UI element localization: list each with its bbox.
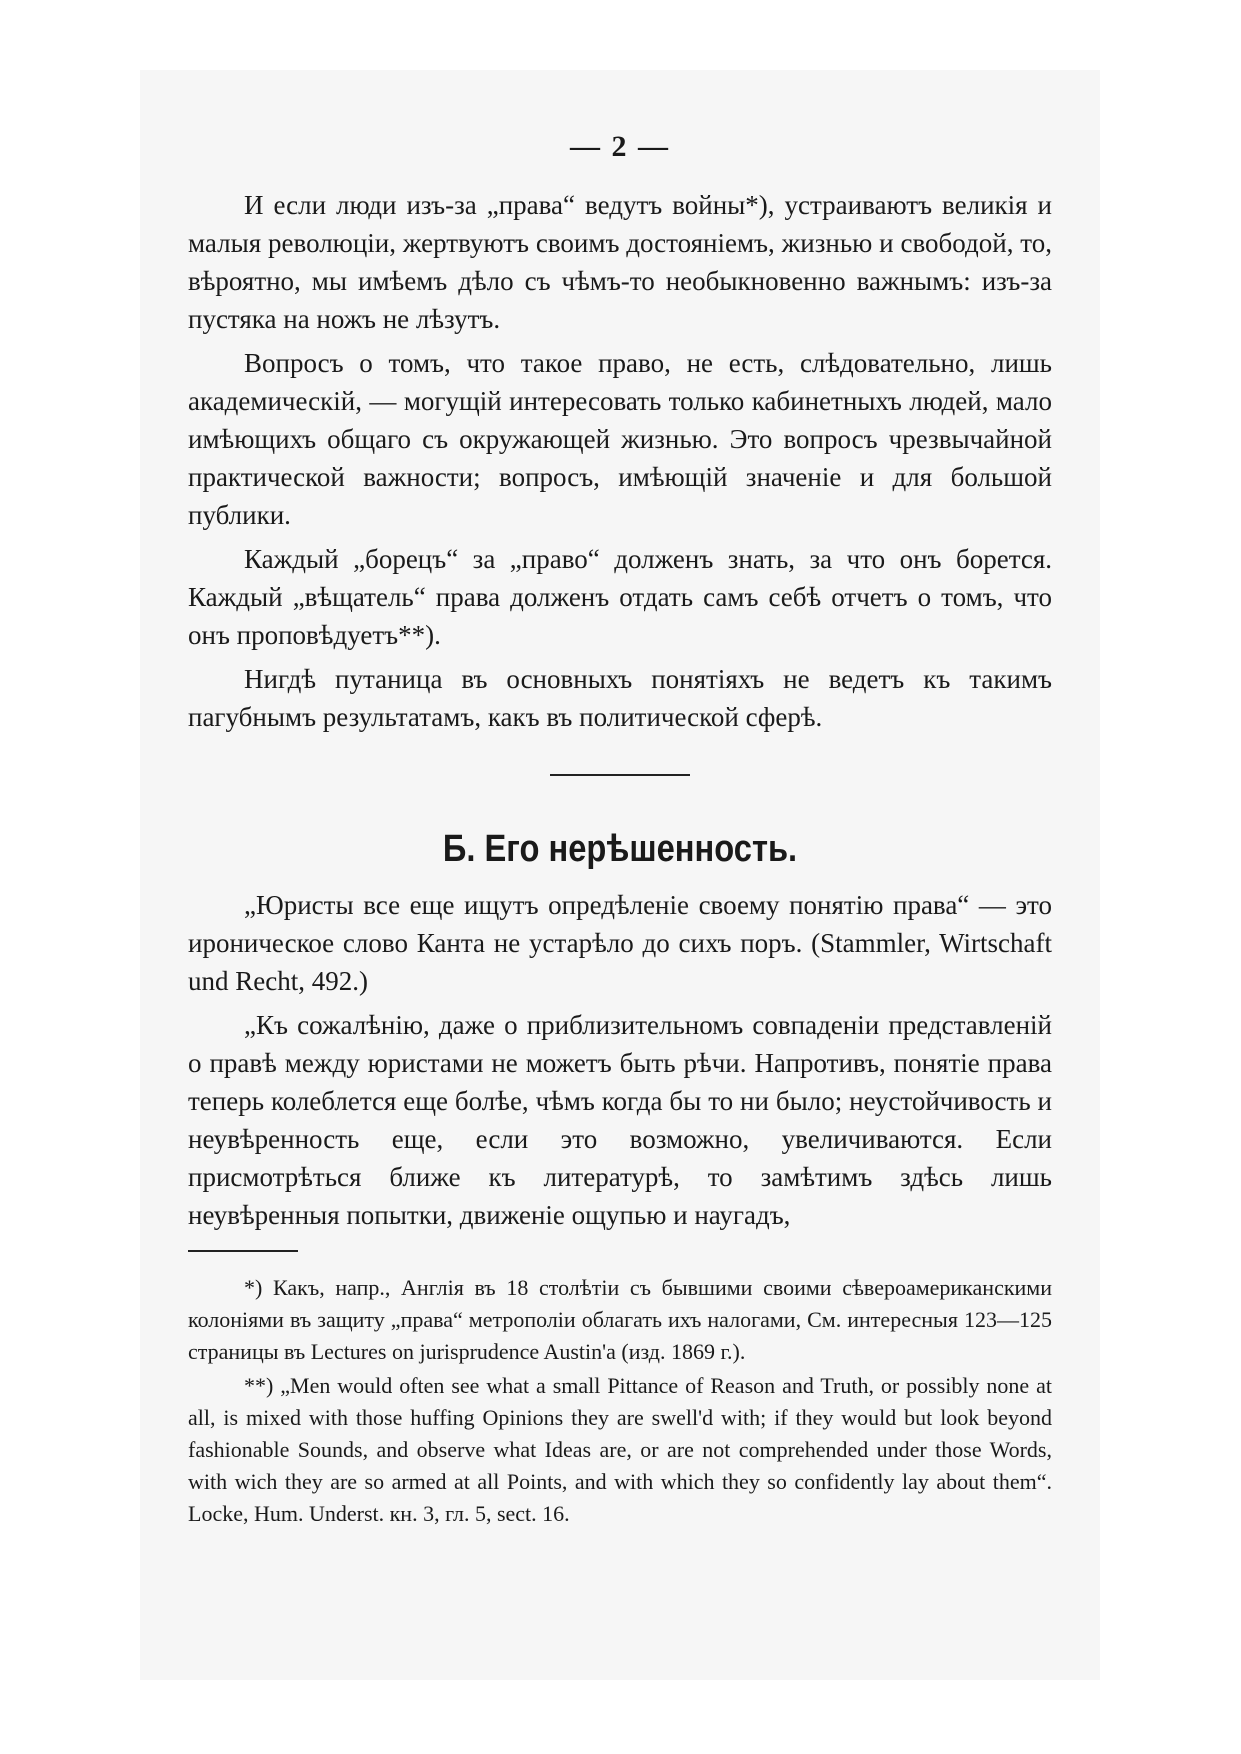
page-number: — 2 — <box>570 130 670 163</box>
footnote-1: *) Какъ, напр., Англія въ 18 столѣтіи съ бывшими своими сѣвероамериканскими колоніями въ защиту „права“ метрополіи облагать ихъ налогами, См. интересныя 123—125 страницы въ Lectures on jurisprudence Austin'a (изд. 1869 г.). <box>188 1275 1052 1364</box>
body-paragraph-3: Каждый „борецъ“ за „право“ долженъ знать, за что онъ борется. Каждый „вѣщатель“ права долженъ отдать самъ себѣ отчетъ о томъ, что онъ проповѣдуетъ**). <box>188 544 1052 650</box>
body-paragraph-4: Нигдѣ путаница въ основныхъ понятіяхъ не ведетъ къ такимъ пагубнымъ результатамъ, какъ въ политической сферѣ. <box>188 664 1052 732</box>
section-paragraph-2: „Къ сожалѣнію, даже о приблизительномъ совпаденіи представленій о правѣ между юристами не можетъ быть рѣчи. Напротивъ, понятіе права теперь колеблется еще болѣе, чѣмъ когда бы то ни было; неустойчивость и неувѣренность еще, если это возможно, увеличиваются. Если присмотрѣться ближе къ литературѣ, то замѣтимъ здѣсь лишь неувѣренныя попытки, движеніе ощупью и наугадъ, <box>188 1010 1052 1230</box>
section-title: Б. Его нерѣшенность. <box>442 828 798 870</box>
footnote-divider <box>188 1250 298 1252</box>
page-content <box>188 130 1052 1532</box>
section-divider <box>550 774 690 776</box>
body-paragraph-1: И если люди изъ-за „права“ ведутъ войны*), устраиваютъ великія и малыя революціи, жертвуютъ своимъ достояніемъ, жизнью и свободой, то, вѣроятно, мы имѣемъ дѣло съ чѣмъ-то необыкновенно важнымъ: изъ-за пустяка на ножъ не лѣзутъ. <box>188 190 1052 334</box>
body-paragraph-2: Вопросъ о томъ, что такое право, не есть, слѣдовательно, лишь академическій, — могущій интересовать только кабинетныхъ людей, мало имѣющихъ общаго съ окружающей жизнью. Это вопросъ чрезвычайной практической важности; вопросъ, имѣющій значеніе и для большой публики. <box>188 348 1052 530</box>
section-paragraph-1: „Юристы все еще ищутъ опредѣленіе своему понятію права“ — это ироническое слово Канта не устарѣло до сихъ поръ. (Stammler, Wirtschaft und Recht, 492.) <box>188 890 1052 996</box>
footnote-2: **) „Men would often see what a small Pittance of Reason and Truth, or possibly none at all, is mixed with those huffing Opinions they are swell'd with; if they would but look beyond fashionable Sounds, and observe what Ideas are, or are not comprehended under those Words, with wich they are so armed at all Points, and with which they so confidently lay about them“. Locke, Hum. Underst. кн. 3, гл. 5, sect. 16. <box>188 1373 1052 1526</box>
